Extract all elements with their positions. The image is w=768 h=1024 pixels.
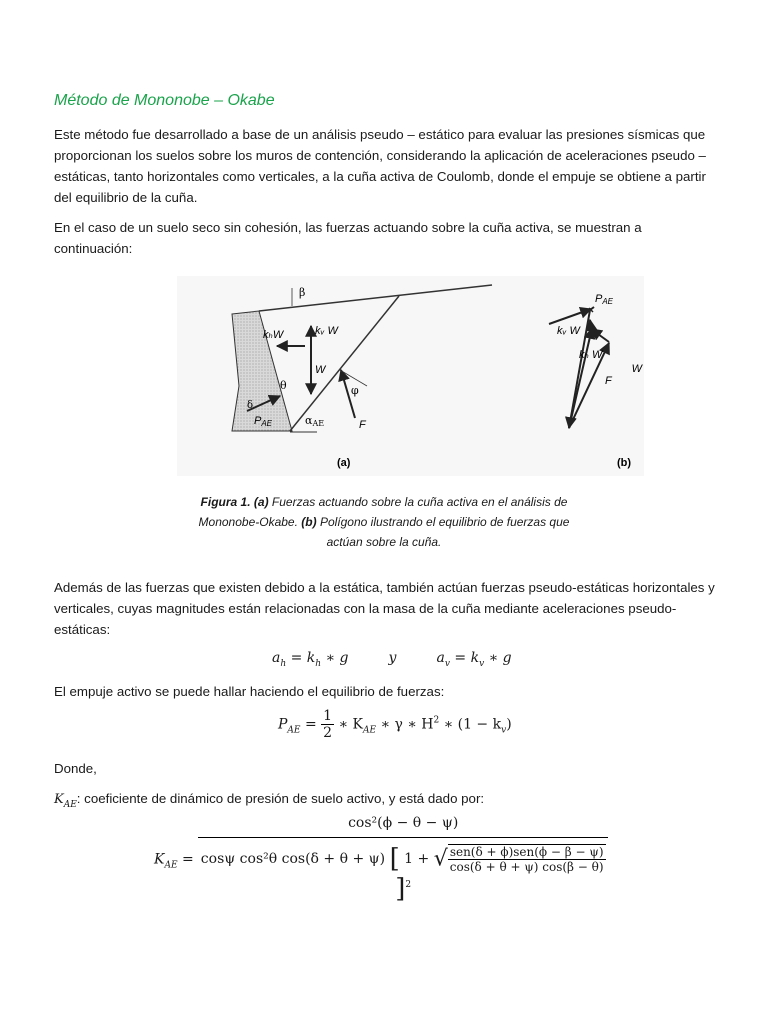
equation-kae: $K_{AE}$ = cos²(ϕ − θ − ψ) cosψ cos²θ cos(δ + θ + ψ) [ 1 + √ $\frac{\text{sen(δ + ϕ)sen(ϕ − β − ψ)}}{\cos(\delta + \theta + \psi) \cos(\beta - \theta)}$ ]$^2$	[154, 815, 608, 904]
paragraph-forces: En el caso de un suelo seco sin cohesión, las fuerzas actuando sobre la cuña activa, se muestran a continuación:	[54, 220, 642, 256]
theta-label: θ	[280, 379, 287, 392]
paragraph-pseudo-static: Además de las fuerzas que existen debido a la estática, también actúan fuerzas pseudo-estáticas horizontales y verticales, cuyas magnitudes están relacionadas con la masa de la cuña mediante aceleraciones pseudo-estáticas:	[54, 580, 715, 637]
figure-caption: Figura 1. (a) Fuerzas actuando sobre la cuña activa en el análisis de Mononobe-Okabe. (b) Polígono ilustrando el equilibrio de fuerzas que actúan sobre la cuña.	[198, 495, 570, 549]
figure-wedge-diagram	[177, 276, 644, 476]
alpha-label: αAE	[305, 414, 325, 428]
paragraph-where: Donde,	[54, 761, 97, 776]
phi-label: φ	[351, 384, 359, 397]
kvw-label: kᵥ W	[315, 325, 338, 337]
paragraph-kae-definition: $K_{AE}$: coeficiente de dinámico de presión de suelo activo, y está dado por:	[54, 791, 485, 810]
delta-label: δ	[247, 400, 254, 411]
equation-accelerations: $a_h = k_h$ ∗ g y $a_v = k_v$ ∗ g	[272, 650, 512, 669]
kvw-b-label: kᵥ W	[557, 325, 580, 337]
khw-label: kₕW	[263, 329, 284, 341]
khw-b-label: kₕ W	[579, 349, 603, 361]
figure-label-b: (b)	[617, 457, 632, 469]
figure-label-a: (a)	[337, 457, 351, 469]
paragraph-intro: Este método fue desarrollado a base de un análisis pseudo – estático para evaluar las presiones sísmicas que proporcionan los suelos sobre los muros de contención, considerando la aplicación de aceleraciones pseudo – estáticas, tanto horizontales como verticales, a la cuña activa de Coulomb, donde el empuje se obtiene a partir del equilibrio de la cuña.	[54, 127, 706, 205]
pae-label: PAE	[254, 415, 273, 428]
paragraph-active-thrust: El empuje activo se puede hallar haciendo el equilibrio de fuerzas:	[54, 684, 445, 699]
equation-pae: $P_{AE}$ = $\frac{1}{2}$ ∗ $K_{AE}$ ∗ γ ∗ $H^2$ ∗ $(1 - k_v)$	[278, 708, 512, 741]
pae-b-label: PAE	[595, 293, 614, 306]
beta-label: β	[299, 286, 306, 299]
w-b-label: W	[631, 363, 642, 375]
f-b-label: F	[605, 375, 612, 387]
f-label: F	[359, 419, 366, 431]
w-label: W	[315, 364, 326, 376]
section-title: Método de Mononobe – Okabe	[54, 92, 275, 109]
